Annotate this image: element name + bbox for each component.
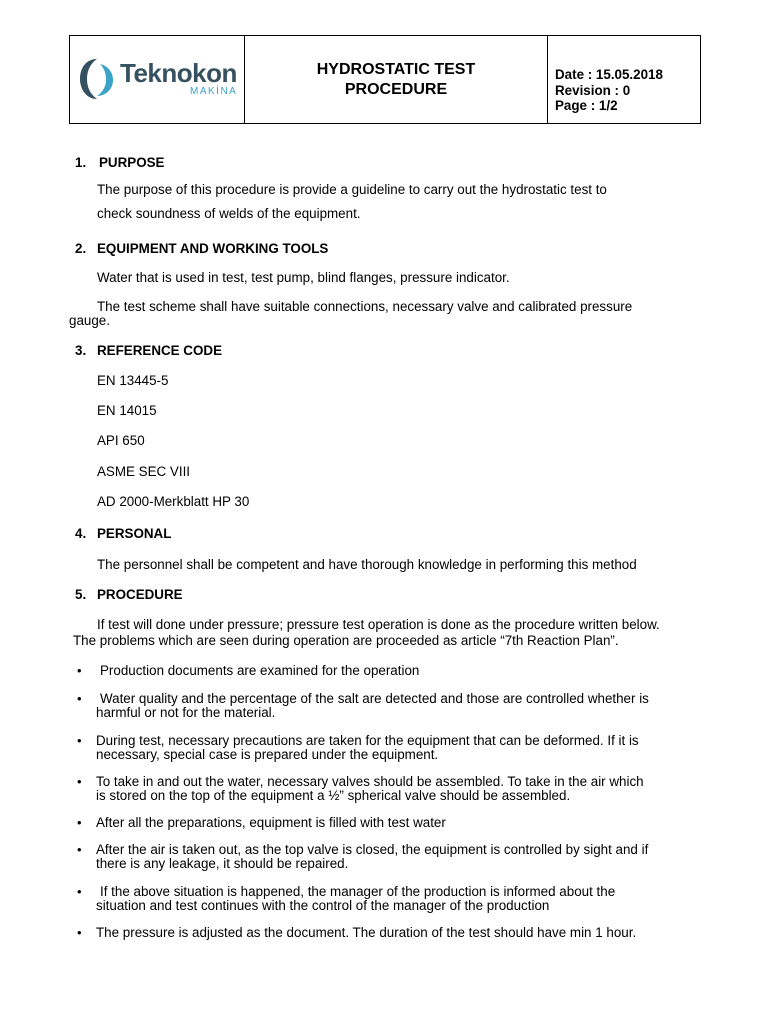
procedure-bullet: Water quality and the percentage of the salt are detected and those are controlled whether is xyxy=(100,691,649,706)
bullet-dot-icon: • xyxy=(77,774,82,789)
bullet-dot-icon: • xyxy=(77,842,82,857)
page-field: Page : 1/2 xyxy=(555,98,618,113)
bullet-dot-icon: • xyxy=(77,691,82,706)
section-number: 3. xyxy=(75,343,87,358)
bullet-dot-icon: • xyxy=(77,925,82,940)
procedure-bullet: If the above situation is happened, the manager of the production is informed about the xyxy=(100,884,616,899)
section-heading-personal: PERSONAL xyxy=(97,526,172,541)
logo-cell xyxy=(70,36,245,123)
reference-code-item: EN 13445-5 xyxy=(97,373,169,388)
procedure-bullet: Production documents are examined for the operation xyxy=(100,663,420,678)
procedure-bullet: After all the preparations, equipment is filled with test water xyxy=(96,815,446,830)
section-number: 1. xyxy=(75,155,87,170)
equipment-text: Water that is used in test, test pump, blind flanges, pressure indicator. xyxy=(97,270,510,285)
section-number: 2. xyxy=(75,241,87,256)
section-heading-reference: REFERENCE CODE xyxy=(97,343,222,358)
title-line-1: HYDROSTATIC TEST xyxy=(316,60,476,78)
purpose-text-line: The purpose of this procedure is provide a guideline to carry out the hydrostatic test to xyxy=(97,182,607,197)
reference-code-item: ASME SEC VIII xyxy=(97,464,191,479)
section-number: 5. xyxy=(75,587,87,602)
equipment-text-line: gauge. xyxy=(69,313,110,328)
procedure-bullet-cont: there is any leakage, it should be repaired. xyxy=(96,856,349,871)
procedure-bullet: The pressure is adjusted as the document. The duration of the test should have min 1 hour. xyxy=(96,925,637,940)
reference-code-item: AD 2000-Merkblatt HP 30 xyxy=(97,494,250,509)
section-heading-equipment: EQUIPMENT AND WORKING TOOLS xyxy=(97,241,329,256)
personal-text: The personnel shall be competent and have thorough knowledge in performing this method xyxy=(97,557,637,572)
equipment-text-line: The test scheme shall have suitable connections, necessary valve and calibrated pressure xyxy=(97,299,633,314)
reference-code-item: API 650 xyxy=(97,433,145,448)
reference-code-item: EN 14015 xyxy=(97,403,157,418)
section-number: 4. xyxy=(75,526,87,541)
bullet-dot-icon: • xyxy=(77,663,82,678)
procedure-intro-line: If test will done under pressure; pressure test operation is done as the procedure written below. xyxy=(97,617,660,632)
bullet-dot-icon: • xyxy=(77,884,82,899)
purpose-text-line: check soundness of welds of the equipment. xyxy=(97,206,361,221)
procedure-bullet-cont: necessary, special case is prepared under the equipment. xyxy=(96,747,439,762)
revision-field: Revision : 0 xyxy=(555,82,631,98)
bullet-dot-icon: • xyxy=(77,733,82,748)
procedure-bullet-cont: situation and test continues with the control of the manager of the production xyxy=(96,898,550,913)
document-title xyxy=(245,36,548,123)
procedure-bullet: To take in and out the water, necessary valves should be assembled. To take in the air which xyxy=(96,774,644,789)
bullet-dot-icon: • xyxy=(77,815,82,830)
section-heading-procedure: PROCEDURE xyxy=(97,587,183,602)
title-line-2: PROCEDURE xyxy=(344,80,448,98)
logo-wordmark: Teknokon xyxy=(120,58,237,88)
procedure-intro-line: The problems which are seen during operation are proceeded as article “7th Reaction Plan”. xyxy=(73,633,619,648)
date-field: Date : 15.05.2018 xyxy=(555,67,663,82)
document-meta xyxy=(548,36,700,123)
procedure-bullet: During test, necessary precautions are taken for the equipment that can be deformed. If it is xyxy=(96,733,639,748)
procedure-bullet: After the air is taken out, as the top valve is closed, the equipment is controlled by sight and if xyxy=(96,842,649,857)
procedure-bullet-cont: is stored on the top of the equipment a ½” spherical valve should be assembled. xyxy=(96,788,571,803)
document-header xyxy=(69,35,701,124)
section-heading-purpose: PURPOSE xyxy=(99,155,165,170)
procedure-bullet-cont: harmful or not for the material. xyxy=(96,705,276,720)
teknokon-logo-icon xyxy=(78,56,116,102)
logo-subtitle: MAKİNA xyxy=(190,86,238,97)
